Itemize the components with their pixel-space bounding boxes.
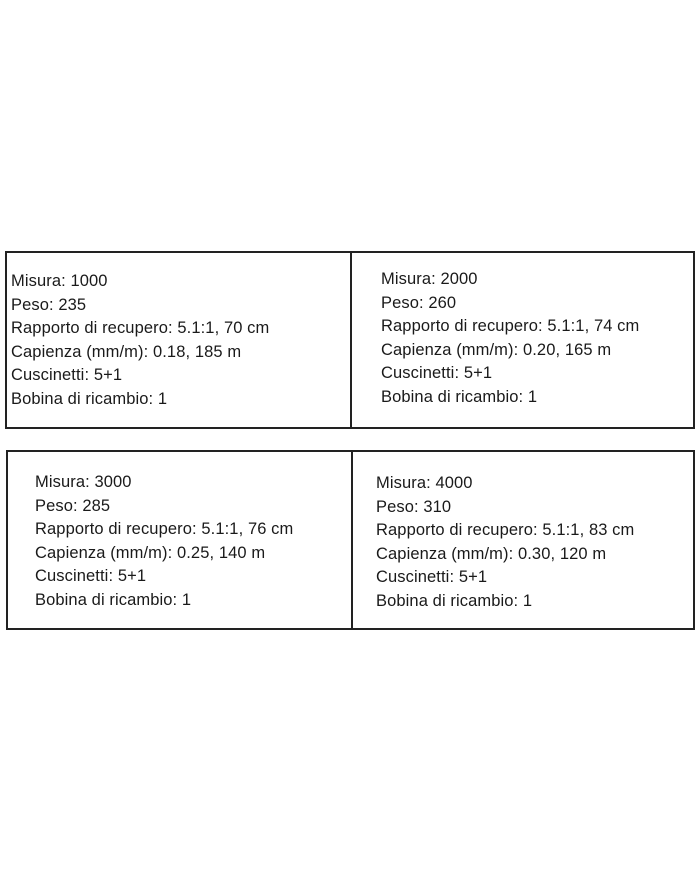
spec-table-top: [5, 251, 695, 429]
spec-bobina-di-ricambio: Bobina di ricambio: 1: [376, 591, 533, 610]
spec-capienza: Capienza (mm/m): 0.20, 165 m: [381, 340, 612, 359]
spec-rapporto-di-recupero: Rapporto di recupero: 5.1:1, 74 cm: [381, 317, 640, 336]
spec-bobina-di-ricambio: Bobina di ricambio: 1: [11, 389, 168, 408]
spec-capienza: Capienza (mm/m): 0.18, 185 m: [11, 342, 242, 361]
spec-cuscinetti: Cuscinetti: 5+1: [35, 567, 147, 586]
spec-cuscinetti: Cuscinetti: 5+1: [11, 366, 123, 385]
spec-cell-misura-1000: [7, 253, 350, 427]
spec-table-bottom: [6, 450, 695, 630]
spec-rapporto-di-recupero: Rapporto di recupero: 5.1:1, 83 cm: [376, 521, 635, 540]
spec-misura: Misura: 3000: [35, 473, 132, 491]
spec-peso: Peso: 285: [35, 496, 111, 515]
spec-list: [376, 472, 634, 614]
spec-cuscinetti: Cuscinetti: 5+1: [381, 364, 493, 383]
spec-capienza: Capienza (mm/m): 0.25, 140 m: [35, 543, 266, 562]
spec-peso: Peso: 310: [376, 497, 452, 516]
spec-peso: Peso: 235: [11, 295, 87, 314]
spec-list: [381, 268, 639, 410]
spec-list: [11, 270, 269, 412]
spec-misura: Misura: 2000: [381, 270, 478, 288]
spec-rapporto-di-recupero: Rapporto di recupero: 5.1:1, 76 cm: [35, 520, 294, 539]
spec-bobina-di-ricambio: Bobina di ricambio: 1: [381, 387, 538, 406]
spec-list: [35, 471, 293, 613]
spec-cell-misura-4000: [351, 452, 693, 628]
spec-cell-misura-2000: [350, 253, 693, 427]
spec-peso: Peso: 260: [381, 293, 457, 312]
spec-cuscinetti: Cuscinetti: 5+1: [376, 568, 488, 587]
spec-capienza: Capienza (mm/m): 0.30, 120 m: [376, 544, 607, 563]
spec-misura: Misura: 4000: [376, 474, 473, 492]
spec-rapporto-di-recupero: Rapporto di recupero: 5.1:1, 70 cm: [11, 319, 270, 338]
spec-misura: Misura: 1000: [11, 272, 108, 290]
spec-cell-misura-3000: [8, 452, 351, 628]
spec-bobina-di-ricambio: Bobina di ricambio: 1: [35, 590, 192, 609]
